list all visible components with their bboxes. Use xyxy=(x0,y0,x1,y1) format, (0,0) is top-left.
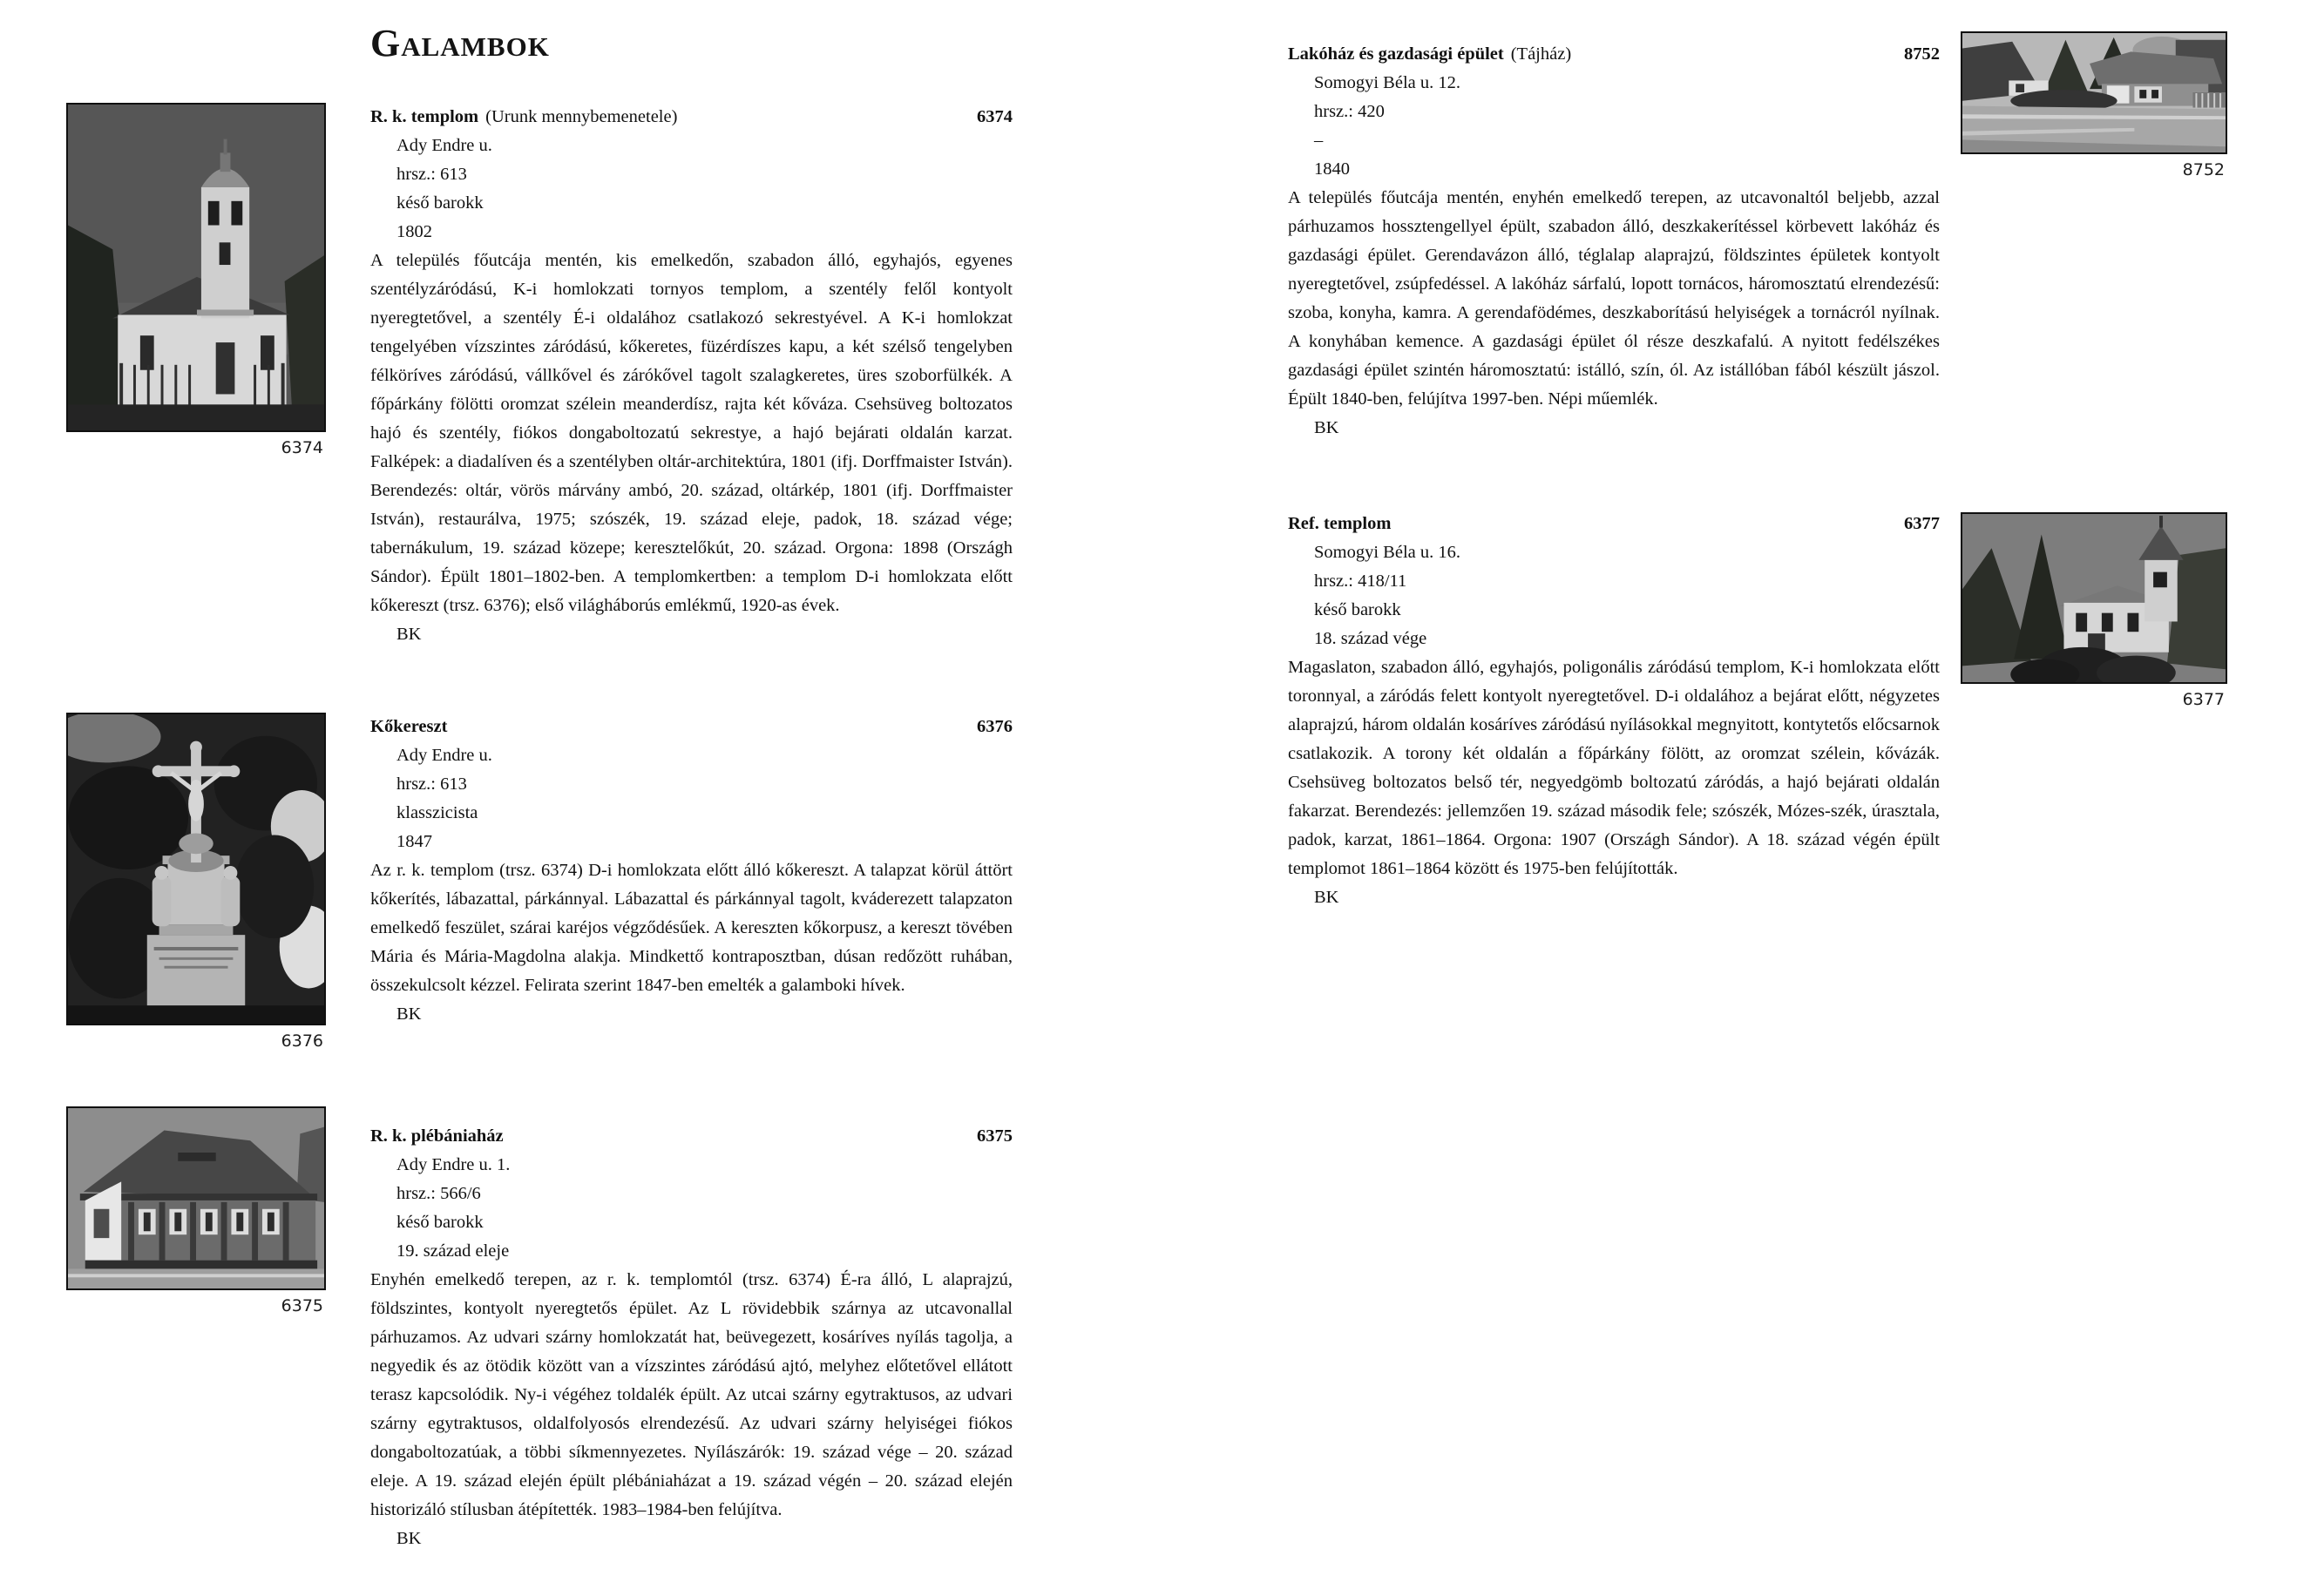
page-header xyxy=(370,21,550,65)
entry-meta xyxy=(1288,538,1940,653)
stone-cross-illustration xyxy=(68,714,324,1024)
entry-style: – xyxy=(1314,131,1324,150)
entry-description: A település főutcája mentén, kis emelkedőn, szabadon álló, egyhajós, egyenes szentélyzáródású, K-i homlokzati tornyos templom, a szentély felől kontyolt nyeregtetővel, a szentély É-i oldalához csatlakozó sekrestyével. A K-i homlokzat tengelyében vízszintes záródású, kőkeretes, füzérdíszes kapu, a két szélső tengelyben félköríves záródású, vállkővel és zárókővel tagolt szalagkeretes, üres szoborfülkék. A főpárkány fölötti oromzat szélein meanderdísz, rajta két kőváza. Csehsüveg boltozatos hajó és szentély, fiókos dongaboltozatú sekrestye, a hajó bejárati oldalán karzat. Falképek: a diadalíven és a szentélyben oltár-architektúra, 1801 (ifj. Dorffmaister István). Berendezés: oltár, vörös márvány ambó, 20. század, oltárkép, 1801 (ifj. Dorffmaister István), restaurálva, 1975; szószék, 19. század eleje, padok, 18. század vége; tabernákulum, 19. század közepe; keresztelőkút, 20. század. Orgona: 1898 (Országh Sándor). Épült 1801–1802-ben. A templomkertben: a templom D-i homlokzata előtt kőkereszt (trsz. 6376); első világháborús emlékmű, 1920-as évek. xyxy=(370,251,1013,615)
entry-author: BK xyxy=(1314,418,1339,437)
entry-title-group xyxy=(370,1122,511,1151)
entry-subtitle: (Urunk mennybemenetele) xyxy=(485,107,678,126)
farmhouse-image xyxy=(1961,31,2227,154)
entry-date: 1802 xyxy=(396,222,432,241)
entry-parcel: hrsz.: 420 xyxy=(1314,102,1385,121)
entry-style: késő barokk xyxy=(396,193,484,213)
entry-address: Somogyi Béla u. 16. xyxy=(1314,543,1460,562)
page-title: Galambok xyxy=(370,22,550,64)
entry-address: Ady Endre u. xyxy=(396,136,492,155)
entry-title: Lakóház és gazdasági épület xyxy=(1288,44,1504,64)
entry-description: Az r. k. templom (trsz. 6374) D-i homlokzata előtt álló kőkereszt. A talapzat körül áttört kőkerítés, lábazattal, párkánnyal. Lábazattal és párkánnyal tagolt, kváderezett talapzaton emelkedő feszület, szárai karéjos végződésűek. A kereszten kőkorpusz, a kereszt tövében Mária és Mária-Magdolna alakja. Mindkettő kontraposztban, dúsan redőzött ruhában, összekulcsolt kézzel. Felirata szerint 1847-ben emelték a galamboki hívek. xyxy=(370,861,1013,995)
entry-date: 18. század vége xyxy=(1314,629,1427,648)
entry-meta xyxy=(1288,69,1940,184)
entry-title: R. k. templom xyxy=(370,107,479,126)
entry-description: A település főutcája mentén, enyhén emelkedő terepen, az utcavonaltól beljebb, azzal párhuzamos hossztengellyel épült, szabadon álló, deszkakerítéssel körbevett lakóház és gazdasági épület. Gerendavázon álló, téglalap alaprajzú, földszintes épületek kontyolt nyeregtetővel, zsúpfedéssel. A lakóház sárfalú, lopott tornácos, háromosztatú elrendezésű: szoba, konyha, kamra. A gerendafödémes, deszkaborítású helyiségek a tornácról nyílnak. A konyhában kemence. A gazdasági épület ól része deszkafalú. A nyitott fedélszékes gazdasági épület szintén háromosztatú: istálló, szín, ól. Az istállóban fából készült jászol. Épült 1840-ben, felújítva 1997-ben. Népi műemlék. xyxy=(1288,188,1940,409)
entry-style: klasszicista xyxy=(396,803,478,822)
entry-parcel: hrsz.: 418/11 xyxy=(1314,571,1407,591)
stone-cross-image xyxy=(66,713,326,1025)
photo-caption: 6375 xyxy=(281,1296,323,1315)
entry-parcel: hrsz.: 566/6 xyxy=(396,1184,481,1203)
entry-rk-plebaniahaz xyxy=(370,1122,1013,1553)
entry-style: késő barokk xyxy=(396,1213,484,1232)
farmhouse-illustration xyxy=(1962,33,2226,152)
entry-author: BK xyxy=(1314,888,1339,907)
catholic-church-image xyxy=(66,103,326,432)
entry-title-group xyxy=(370,103,677,132)
entry-title: Kőkereszt xyxy=(370,717,448,736)
photo-caption: 6374 xyxy=(281,438,323,457)
entry-number: 6377 xyxy=(1904,514,1940,533)
entry-date: 1840 xyxy=(1314,159,1350,179)
entry-header xyxy=(1288,40,1940,69)
entry-author: BK xyxy=(396,1529,422,1548)
entry-header xyxy=(1288,510,1940,538)
photo-reformed-church xyxy=(1961,512,2227,709)
entry-address: Ady Endre u. 1. xyxy=(396,1155,511,1174)
entry-kokereszt xyxy=(370,713,1013,1029)
entry-address: Somogyi Béla u. 12. xyxy=(1314,73,1460,92)
entry-header xyxy=(370,1122,1013,1151)
entry-description: Enyhén emelkedő terepen, az r. k. templomtól (trsz. 6374) É-ra álló, L alaprajzú, földszintes, kontyolt nyeregtetős épület. Az L rövidebbik szárnya az utcavonallal párhuzamos. Az udvari szárny homlokzatát hat, beüvegezett, kosáríves nyílás tagolja, a negyedik és az ötödik között van a vízszintes záródású ajtó, melyhez előtetővel ellátott terasz kapcsolódik. Ny-i végéhez toldalék épült. Az utcai szárny egytraktusos, az udvari szárny egytraktusos, oldalfolyosós elrendezésű. Az udvari szárny helyiségei fiókos dongaboltozatúak, a többi síkmennyezetes. Nyílászárók: 19. század vége – 20. század eleje. A 19. század elején épült plébániaházat a 19. század végén – 20. század elején historizáló stílusban átépítették. 1983–1984-ben felújítva. xyxy=(370,1270,1013,1519)
entry-rk-templom xyxy=(370,103,1013,649)
parsonage-illustration xyxy=(68,1108,324,1288)
entry-number: 6374 xyxy=(977,107,1013,126)
parsonage-image xyxy=(66,1106,326,1290)
entry-number: 8752 xyxy=(1904,44,1940,64)
entry-style: késő barokk xyxy=(1314,600,1401,619)
photo-parsonage xyxy=(66,1106,326,1315)
entry-number: 6375 xyxy=(977,1126,1013,1146)
entry-address: Ady Endre u. xyxy=(396,746,492,765)
entry-number: 6376 xyxy=(977,717,1013,736)
photo-farmhouse xyxy=(1961,31,2227,179)
entry-parcel: hrsz.: 613 xyxy=(396,774,467,794)
entry-description: Magaslaton, szabadon álló, egyhajós, poligonális záródású templom, K-i homlokzata előtt toronnyal, a záródás felett kontyolt nyeregtetővel. D-i oldalához a bejárat előtt, négyzetes alaprajzú, három oldalán kosáríves záródású nyílásokkal megnyitott, kontytetős előcsarnok csatlakozik. A torony két oldalán a főpárkány fölött, az oromzat szélein, kővázák. Csehsüveg boltozatos belső tér, negyedgömb boltozatú záródás, a hajó bejárati oldalán fakarzat. Berendezés: jellemzően 19. század második fele; szószék, Mózes-szék, úrasztala, padok, karzat, 1861–1864. Orgona: 1907 (Országh Sándor). A 18. század végén épült templomot 1861–1864 között és 1975-ben felújították. xyxy=(1288,658,1940,878)
entry-author: BK xyxy=(396,1004,422,1024)
entry-header xyxy=(370,103,1013,132)
entry-meta xyxy=(370,741,1013,856)
photo-caption: 8752 xyxy=(2182,160,2225,179)
photo-stone-cross xyxy=(66,713,326,1051)
entry-date: 1847 xyxy=(396,832,432,851)
entry-title: Ref. templom xyxy=(1288,514,1392,533)
reformed-church-image xyxy=(1961,512,2227,684)
entry-title-group xyxy=(370,713,454,741)
entry-meta xyxy=(370,1151,1013,1266)
catholic-church-illustration xyxy=(68,105,324,430)
entry-ref-templom xyxy=(1288,510,1940,912)
entry-date: 19. század eleje xyxy=(396,1241,510,1261)
reformed-church-illustration xyxy=(1962,514,2226,682)
entry-author: BK xyxy=(396,625,422,644)
entry-lakohaz-tajhaz xyxy=(1288,40,1940,443)
entry-meta xyxy=(370,132,1013,247)
photo-catholic-church xyxy=(66,103,326,457)
entry-parcel: hrsz.: 613 xyxy=(396,165,467,184)
entry-title: R. k. plébániaház xyxy=(370,1126,504,1146)
entry-subtitle: (Tájház) xyxy=(1510,44,1572,64)
entry-header xyxy=(370,713,1013,741)
photo-caption: 6376 xyxy=(281,1031,323,1051)
entry-title-group xyxy=(1288,510,1398,538)
photo-caption: 6377 xyxy=(2182,690,2225,709)
entry-title-group xyxy=(1288,40,1571,69)
